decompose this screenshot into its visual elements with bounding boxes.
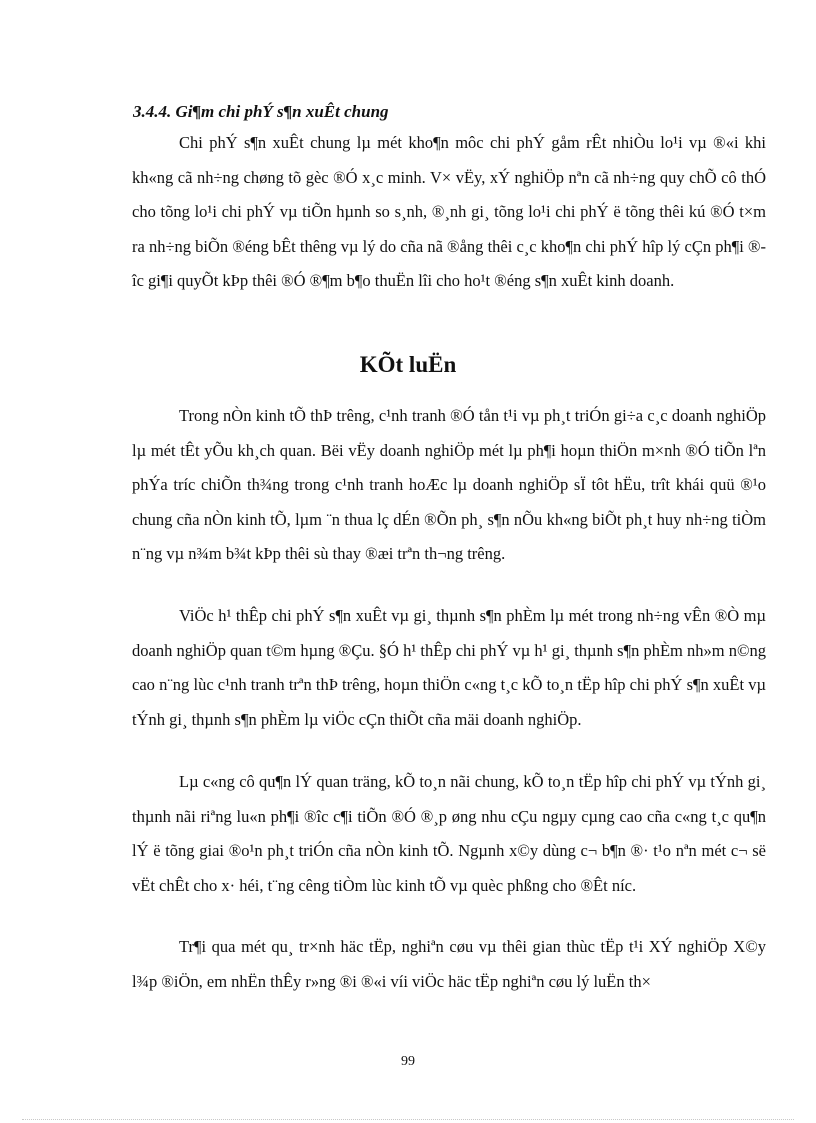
conclusion-paragraph: Trong nÒn kinh tÕ thÞ trêng, c¹nh tranh ®Ó tån t¹i vµ ph¸t triÓn gi÷a c¸c doanh nghiÖp lµ mét tÊt yÕu kh¸ch quan. Bëi vËy doanh nghiÖp mét lµ ph¶i hoµn thiÖn m×nh ®Ó tiÕn lªn phÝa tríc chiÕn th¾ng trong c¹nh tranh hoÆc lµ doanh nghiÖp sÏ tôt hËu, trît khái quü ®¹o chung cña nÒn kinh tÕ, lµm ¨n thua lç dÉn ®Õn ph¸ s¶n nÕu kh«ng biÕt ph¸t huy nh÷ng tiÒm n¨ng vµ n¾m b¾t kÞp thêi sù thay ®æi trªn th¬ng trêng. [132, 406, 766, 563]
chapter-title: KÕt luËn [359, 352, 457, 377]
section-heading: 3.4.4. Gi¶m chi phÝ s¶n xuÊt chung [133, 102, 389, 121]
page-number: 99 [401, 1054, 415, 1069]
conclusion-paragraph: Lµ c«ng cô qu¶n lÝ quan träng, kÕ to¸n nãi chung, kÕ to¸n tËp hîp chi phÝ vµ tÝnh gi¸ thµnh nãi riªng lu«n ph¶i ®îc c¶i tiÕn ®Ó ®¸p øng nhu cÇu ngµy cµng cao cña c«ng t¸c qu¶n lÝ ë tõng giai ®o¹n ph¸t triÓn cña nÒn kinh tÕ. Ngµnh x©y dùng c¬ b¶n ®· t¹o nªn mét c¬ së vËt chÊt cho x· héi, t¨ng cêng tiÒm lùc kinh tÕ vµ quèc phßng cho ®Êt níc. [132, 772, 766, 895]
conclusion-paragraph: ViÖc h¹ thÊp chi phÝ s¶n xuÊt vµ gi¸ thµnh s¶n phÈm lµ mét trong nh÷ng vÊn ®Ò mµ doanh nghiÖp quan t©m hµng ®Çu. §Ó h¹ thÊp chi phÝ vµ h¹ gi¸ thµnh s¶n phÈm nh»m n©ng cao n¨ng lùc c¹nh tranh trªn thÞ trêng, hoµn thiÖn c«ng t¸c kÕ to¸n tËp hîp chi phÝ s¶n xuÊt vµ tÝnh gi¸ thµnh s¶n phÈm lµ viÖc cÇn thiÕt cña mäi doanh nghiÖp. [132, 606, 766, 729]
conclusion-paragraph: Tr¶i qua mét qu¸ tr×nh häc tËp, nghiªn cøu vµ thêi gian thùc tËp t¹i XÝ nghiÖp X©y l¾p ®iÖn, em nhËn thÊy r»ng ®i ®«i víi viÖc häc tËp nghiªn cøu lý luËn th× [132, 937, 766, 991]
section-paragraph: Chi phÝ s¶n xuÊt chung lµ mét kho¶n môc chi phÝ gåm rÊt nhiÒu lo¹i vµ ®«i khi kh«ng cã nh÷ng chøng tõ gèc ®Ó x¸c minh. V× vËy, xÝ nghiÖp nªn cã nh÷ng quy chÕ cô thÓ cho tõng lo¹i chi phÝ vµ tiÕn hµnh so s¸nh, ®¸nh gi¸ tõng lo¹i chi phÝ ë tõng thêi kú ®Ó t×m ra nh÷ng biÕn ®éng bÊt thêng vµ lý do cña nã ®ång thêi c¸c kho¶n chi phÝ hîp lý cÇn ph¶i ®îc gi¶i quyÕt kÞp thêi ®Ó ®¶m b¶o thuËn lîi cho ho¹t ®éng s¶n xuÊt kinh doanh. [132, 133, 766, 290]
page-bottom-divider [22, 1119, 794, 1120]
